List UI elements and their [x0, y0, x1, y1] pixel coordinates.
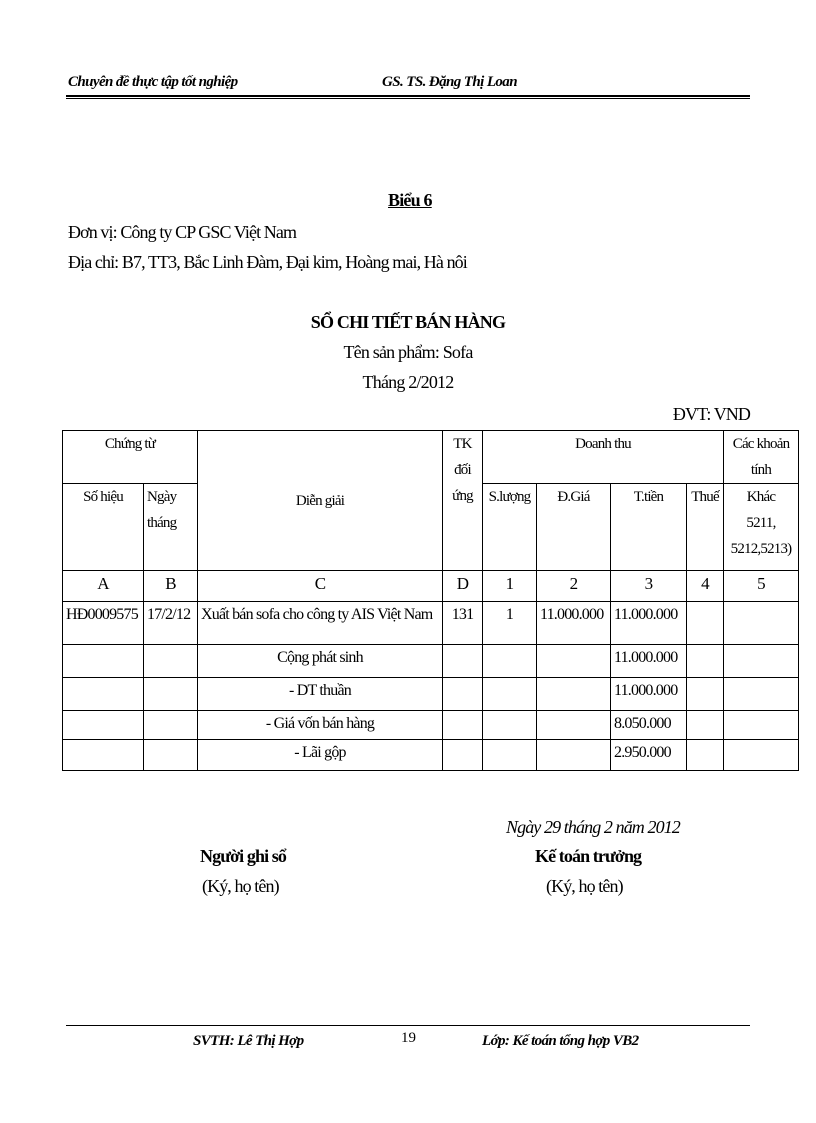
empty-cell: [483, 645, 537, 678]
empty-cell: [443, 740, 483, 771]
cac-khoan-line-2: tính: [750, 462, 772, 478]
footer-rule: [66, 1025, 750, 1026]
empty-cell: [63, 711, 144, 740]
khac-line-1: Khác: [746, 489, 776, 505]
empty-cell: [537, 678, 611, 711]
col-letter: B: [144, 571, 198, 602]
tk-line-2: đối: [454, 462, 471, 478]
col-letter: 2: [537, 571, 611, 602]
empty-cell: [144, 740, 198, 771]
empty-cell: [483, 678, 537, 711]
summary-label: - DT thuần: [198, 678, 443, 711]
summary-value: 11.000.000: [611, 678, 687, 711]
col-letter: 3: [611, 571, 687, 602]
empty-cell: [687, 740, 724, 771]
currency-unit: ĐVT: VND: [672, 404, 750, 424]
sales-ledger-table: [62, 430, 799, 771]
recorder-sign-note: (Ký, họ tên): [202, 876, 279, 896]
product-name: Tên sản phẩm: Sofa: [343, 342, 473, 362]
header-khac: [724, 484, 799, 571]
header-rule: [66, 95, 750, 97]
summary-row: [63, 645, 799, 678]
table-row: [63, 602, 799, 645]
ngay-line-1: Ngày: [147, 489, 177, 505]
header-course-title: Chuyên đề thực tập tốt nghiệp: [68, 74, 238, 90]
row-description: Xuất bán sofa cho công ty AIS Việt Nam: [198, 602, 443, 645]
summary-label: - Giá vốn bán hàng: [198, 711, 443, 740]
summary-value: 11.000.000: [611, 645, 687, 678]
col-letter: A: [63, 571, 144, 602]
header-ngay-thang: [144, 484, 198, 571]
summary-row: [63, 740, 799, 771]
row-unit-price: 11.000.000: [537, 602, 611, 645]
column-letter-row: [63, 571, 799, 602]
tk-line-1: TK: [453, 436, 472, 452]
summary-row: [63, 711, 799, 740]
empty-cell: [724, 678, 799, 711]
company-unit: Đơn vị: Công ty CP GSC Việt Nam: [68, 222, 297, 242]
cac-khoan-line-1: Các khoản: [732, 436, 790, 452]
appendix-label: Biểu 6: [388, 190, 432, 210]
empty-cell: [144, 678, 198, 711]
header-rule-thin: [66, 98, 750, 99]
col-letter: 4: [687, 571, 724, 602]
chief-accountant-title: Kế toán trưởng: [535, 846, 642, 866]
footer-class: Lớp: Kế toán tổng hợp VB2: [482, 1033, 639, 1049]
footer-student: SVTH: Lê Thị Hợp: [193, 1033, 304, 1049]
summary-value: 2.950.000: [611, 740, 687, 771]
ledger-title: SỔ CHI TIẾT BÁN HÀNG: [310, 312, 506, 332]
empty-cell: [687, 645, 724, 678]
row-tax: [687, 602, 724, 645]
header-cac-khoan: [724, 431, 799, 484]
empty-cell: [63, 678, 144, 711]
invoice-number: HĐ0009575: [63, 602, 144, 645]
row-quantity: 1: [483, 602, 537, 645]
empty-cell: [483, 711, 537, 740]
col-letter: D: [443, 571, 483, 602]
ngay-line-2: tháng: [147, 515, 177, 531]
header-tk-doi-ung: [443, 431, 483, 571]
summary-label: - Lãi gộp: [198, 740, 443, 771]
col-letter: 5: [724, 571, 799, 602]
header-chung-tu: Chứng từ: [63, 431, 198, 484]
empty-cell: [537, 645, 611, 678]
empty-cell: [144, 645, 198, 678]
invoice-date: 17/2/12: [144, 602, 198, 645]
ledger-month: Tháng 2/2012: [362, 372, 454, 392]
summary-value: 8.050.000: [611, 711, 687, 740]
empty-cell: [724, 711, 799, 740]
empty-cell: [724, 740, 799, 771]
header-dien-giai: Diễn giải: [198, 431, 443, 571]
empty-cell: [537, 711, 611, 740]
empty-cell: [724, 645, 799, 678]
tk-line-3: ứng: [452, 488, 473, 504]
empty-cell: [63, 740, 144, 771]
row-account: 131: [443, 602, 483, 645]
empty-cell: [63, 645, 144, 678]
empty-cell: [687, 678, 724, 711]
row-other: [724, 602, 799, 645]
col-letter: 1: [483, 571, 537, 602]
header-supervisor: GS. TS. Đặng Thị Loan: [382, 74, 517, 90]
header-thue: Thuế: [687, 484, 724, 571]
empty-cell: [537, 740, 611, 771]
chief-accountant-sign-note: (Ký, họ tên): [546, 876, 623, 896]
col-letter: C: [198, 571, 443, 602]
company-address: Địa chỉ: B7, TT3, Bắc Linh Đàm, Đại kim, Hoàng mai, Hà nôi: [68, 252, 467, 272]
empty-cell: [144, 711, 198, 740]
page-number: 19: [401, 1030, 416, 1046]
empty-cell: [687, 711, 724, 740]
summary-label: Cộng phát sinh: [198, 645, 443, 678]
khac-line-3: 5212,5213): [730, 541, 792, 557]
khac-line-2: 5211,: [746, 515, 776, 531]
summary-row: [63, 678, 799, 711]
empty-cell: [443, 645, 483, 678]
empty-cell: [443, 711, 483, 740]
header-dgia: Đ.Giá: [537, 484, 611, 571]
header-sluong: S.lượng: [483, 484, 537, 571]
recorder-title: Người ghi sổ: [200, 846, 286, 866]
header-so-hieu: Số hiệu: [63, 484, 144, 571]
header-row-1: [63, 431, 799, 484]
row-amount: 11.000.000: [611, 602, 687, 645]
header-ttien: T.tiền: [611, 484, 687, 571]
signature-date: Ngày 29 tháng 2 năm 2012: [506, 817, 680, 837]
empty-cell: [443, 678, 483, 711]
header-doanh-thu: Doanh thu: [483, 431, 724, 484]
empty-cell: [483, 740, 537, 771]
